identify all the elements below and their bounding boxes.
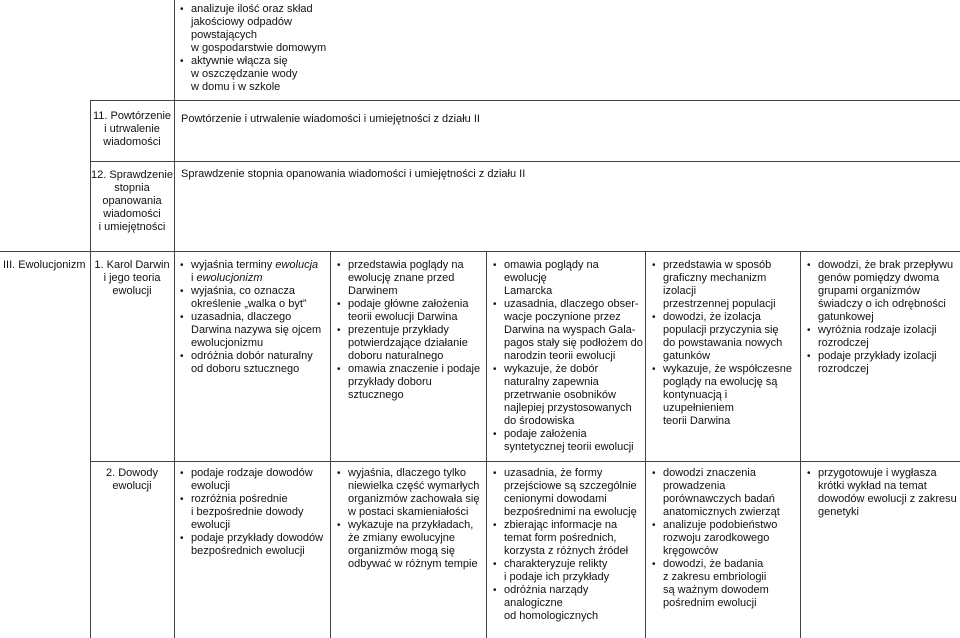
list-item: • aktywnie włącza się w oszczędzanie wody w domu i w szkole	[176, 55, 346, 94]
list-item: • podaje założenia syntetycznej teorii ewolucji	[489, 428, 643, 454]
row-2-col-2	[333, 467, 485, 571]
lesson-2: 2. Dowody ewolucji	[106, 467, 158, 492]
list-item: • wyjaśnia terminy ewolucja i ewolucjonizm	[176, 259, 328, 285]
list-item: • dowodzi, że brak przepływu genów pomiędzy dwoma grupami organizmów świadczy o ich odrębności gatunkowej	[803, 259, 959, 324]
row-1-col-1	[176, 259, 328, 376]
list-item: • podaje rodzaje dowodów ewolucji	[176, 467, 328, 493]
lesson-1: 1. Karol Darwin i jego teoria ewolucji	[94, 259, 170, 297]
row-2-col-1	[176, 467, 328, 558]
row-11-text: Powtórzenie i utrwalenie wiadomości i umiejętności z działu II	[181, 113, 480, 125]
list-item: • podaje przykłady izolacji rozrodczej	[803, 350, 959, 376]
list-item: • wyjaśnia, dlaczego tylko niewielka część wymarłych organizmów zachowała się w postaci skamieniałości	[333, 467, 485, 519]
list-item: • omawia znaczenie i podaje przykłady doboru sztucznego	[333, 363, 485, 402]
list-item: • analizuje podobieństwo rozwoju zarodkowego kręgowców	[648, 519, 798, 558]
list-item: • przygotowuje i wygłasza krótki wykład na temat dowodów ewolucji z zakresu genetyki	[803, 467, 959, 519]
list-item: • wykazuje, że współczesne poglądy na ewolucję są kontynuacją i uzupełnieniem teorii Darwina	[648, 363, 798, 428]
list-item: • uzasadnia, dlaczego Darwina nazywa się ojcem ewolucjonizmu	[176, 311, 328, 350]
list-item: • odróżnia dobór naturalny od doboru sztucznego	[176, 350, 328, 376]
list-item: • wykazuje, że dobór naturalny zapewnia przetrwanie osobników najlepiej przystosowanych do środowiska	[489, 363, 643, 428]
list-item: • wykazuje na przykładach, że zmiany ewolucyjne organizmów mogą się odbywać w różnym tempie	[333, 519, 485, 571]
list-item: • przedstawia poglądy na ewolucję znane przed Darwinem	[333, 259, 485, 298]
list-item: • wyróżnia rodzaje izolacji rozrodczej	[803, 324, 959, 350]
top-fragment	[176, 3, 346, 94]
list-item: • przedstawia w sposób graficzny mechanizm izolacji przestrzennej populacji	[648, 259, 798, 311]
row-2-col-4	[648, 467, 798, 610]
term-prefix: wyjaśnia terminy	[191, 259, 276, 271]
lesson-11: 11. Powtórzenie i utrwalenie wiadomości	[92, 110, 172, 148]
row-1-col-5	[803, 259, 959, 376]
row-12-text: Sprawdzenie stopnia opanowania wiadomości i umiejętności z działu II	[181, 168, 526, 180]
term-ewolucja: ewolucja	[275, 259, 319, 271]
row-2-col-5	[803, 467, 959, 519]
list-item: • rozróżnia pośrednie i bezpośrednie dowody ewolucji	[176, 493, 328, 532]
section-title: III. Ewolucjonizm	[3, 259, 86, 271]
row-1-col-3	[489, 259, 643, 454]
lesson-12: 12. Sprawdzenie stopnia opanowania wiadomości i umiejętności	[91, 169, 173, 233]
list-item: • odróżnia narządy analogiczne od homologicznych	[489, 584, 643, 623]
list-item: • wyjaśnia, co oznacza określenie „walka o byt”	[176, 285, 328, 311]
list-item: • zbierając informacje na temat form pośrednich, korzysta z różnych źródeł	[489, 519, 643, 558]
row-1-col-4	[648, 259, 798, 428]
list-item: • prezentuje przykłady potwierdzające działanie doboru naturalnego	[333, 324, 485, 363]
list-item: • podaje główne założenia teorii ewolucji Darwina	[333, 298, 485, 324]
list-item: • analizuje ilość oraz skład jakościowy odpadów powstających w gospodarstwie domowym	[176, 3, 346, 55]
list-item: • uzasadnia, dlaczego obser- wacje poczynione przez Darwina na wyspach Gala- pagos stały się podłożem do narodzin teorii ewolucji	[489, 298, 643, 363]
list-item: • dowodzi, że badania z zakresu embriologii są ważnym dowodem pośrednim ewolucji	[648, 558, 798, 610]
row-1-col-2	[333, 259, 485, 402]
list-item: • charakteryzuje relikty i podaje ich przykłady	[489, 558, 643, 584]
row-2-col-3	[489, 467, 643, 623]
list-item: • dowodzi, że izolacja populacji przyczynia się do powstawania nowych gatunków	[648, 311, 798, 363]
list-item: • podaje przykłady dowodów bezpośrednich ewolucji	[176, 532, 328, 558]
list-item: • dowodzi znaczenia prowadzenia porównawczych badań anatomicznych zwierząt	[648, 467, 798, 519]
list-item: • omawia poglądy na ewolucję Lamarcka	[489, 259, 643, 298]
list-item: • uzasadnia, że formy przejściowe są szczególnie cenionymi dowodami bezpośrednimi na ewolucję	[489, 467, 643, 519]
term-ewolucjonizm: ewolucjonizm	[196, 272, 263, 284]
